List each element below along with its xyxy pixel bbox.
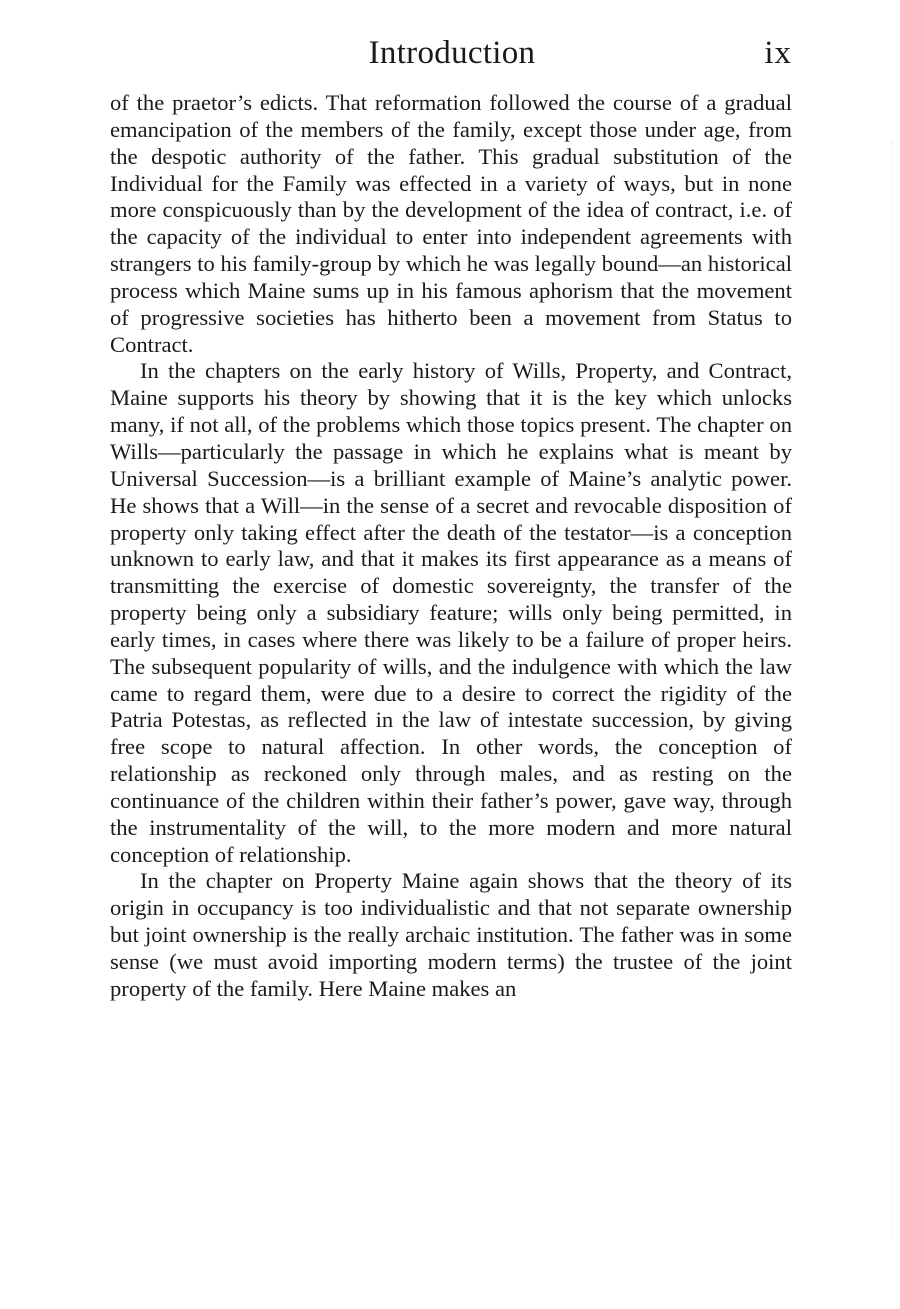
body-text [110,90,792,1003]
paragraph-continuation: of the praetor’s edicts. That reformation followed the course of a gradual emancipation of the members of the family, except those under age, from the despotic authority of the father. This gradual substitution of the Individual for the Family was effected in a variety of ways, but in none more conspicuously than by the development of the idea of contract, i.e. of the capacity of the individual to enter into independent agreements with strangers to his family-group by which he was legally bound—an historical process which Maine sums up in his famous aphorism that the movement of progressive societies has hitherto been a movement from Status to Contract. [110,90,792,357]
paragraph-wills: In the chapters on the early history of Wills, Property, and Contract, Maine supports his theory by showing that it is the key which unlocks many, if not all, of the problems which those topics present. The chapter on Wills—particularly the passage in which he explains what is meant by Universal Succession—is a brilliant example of Maine’s analytic power. He shows that a Will—in the sense of a secret and revocable disposition of property only taking effect after the death of the testator—is a conception unknown to early law, and that it makes its first appearance as a means of transmitting the exercise of domestic sovereignty, the transfer of the property being only a subsidiary feature; wills only being permitted, in early times, in cases where there was likely to be a failure of proper heirs. The subsequent popularity of wills, and the indulgence with which the law came to regard them, were due to a desire to correct the rigidity of the Patria Potestas, as reflected in the law of intestate succession, by giving free scope to natural affection. In other words, the conception of relationship as reckoned only through males, and as resting on the continuance of the children within their father’s power, gave way, through the instrumentality of the will, to the more modern and more natural conception of relationship. [110,358,792,867]
scan-edge-artifact [871,140,892,1240]
paragraph-property: In the chapter on Property Maine again shows that the theory of its origin in occupancy is too individualistic and that not separate ownership but joint ownership is the really archaic institution. The father was in some sense (we must avoid importing modern terms) the trustee of the joint property of the family. Here Maine makes an [110,868,792,1001]
chapter-title: Introduction [368,35,536,71]
page-number: ix [764,35,792,71]
running-head [108,30,796,76]
